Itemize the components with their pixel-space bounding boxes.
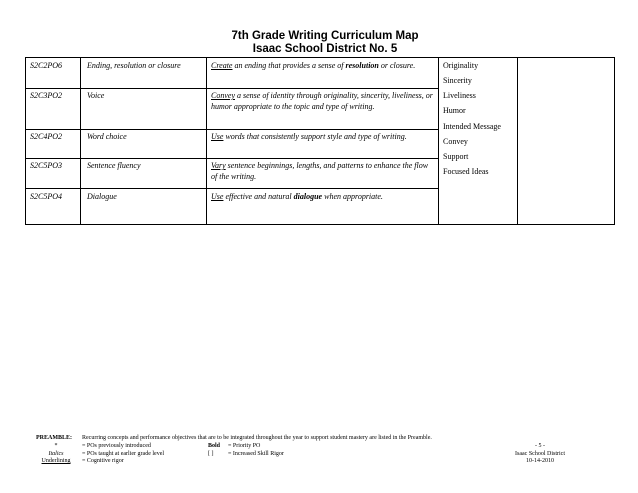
objective-verb: Use bbox=[211, 132, 224, 141]
legend-key: Bold bbox=[208, 443, 221, 449]
objective-verb: Use bbox=[211, 192, 224, 201]
row-objective: Use effective and natural dialogue when appropriate. bbox=[211, 192, 383, 201]
column-divider bbox=[438, 58, 439, 224]
trait-item: Liveliness bbox=[443, 91, 476, 100]
trait-item: Intended Message bbox=[443, 122, 501, 131]
row-code: S2C4PO2 bbox=[30, 132, 62, 141]
trait-item: Focused Ideas bbox=[443, 167, 489, 176]
page-title: 7th Grade Writing Curriculum Map bbox=[231, 30, 419, 42]
revision-date: 10-14-2010 bbox=[526, 458, 554, 464]
objective-verb: Vary bbox=[211, 161, 226, 170]
row-objective: Create an ending that provides a sense of resolution or closure. bbox=[211, 61, 416, 70]
trait-item: Sincerity bbox=[443, 76, 472, 85]
curriculum-table bbox=[25, 57, 615, 225]
row-code: S2C2PO6 bbox=[30, 61, 62, 70]
legend-desc: = Cognitive rigor bbox=[82, 458, 124, 464]
trait-item: Convey bbox=[443, 137, 468, 146]
legend-desc: = POs previously introduced bbox=[82, 443, 151, 449]
objective-verb: Convey bbox=[211, 91, 235, 100]
row-code: S2C5PO4 bbox=[30, 192, 62, 201]
legend-key: Underlining bbox=[41, 458, 71, 464]
row-topic: Voice bbox=[87, 91, 105, 100]
row-topic: Word choice bbox=[87, 132, 127, 141]
trait-item: Support bbox=[443, 152, 469, 161]
legend-desc: = Priority PO bbox=[228, 443, 261, 449]
legend-desc: = POs taught at earlier grade level bbox=[82, 450, 165, 457]
row-objective: Convey a sense of identity through originality, sincerity, liveliness, or humor appropriate to the topic and type of writing. bbox=[211, 91, 433, 111]
objective-verb: Create bbox=[211, 61, 233, 70]
district-name: Isaac School District bbox=[515, 450, 565, 457]
legend-key: Italics bbox=[48, 450, 64, 457]
row-topic: Ending, resolution or closure bbox=[87, 61, 181, 70]
page-number: - 5 - bbox=[535, 443, 545, 449]
legend-desc: = Increased Skill Rigor bbox=[228, 450, 284, 457]
row-divider bbox=[26, 88, 438, 89]
row-code: S2C5PO3 bbox=[30, 161, 62, 170]
legend-key: * bbox=[54, 443, 58, 449]
row-divider bbox=[26, 129, 438, 130]
row-objective: Vary sentence beginnings, lengths, and patterns to enhance the flow of the writing. bbox=[211, 161, 429, 181]
trait-item: Originality bbox=[443, 61, 479, 70]
preamble-text: Recurring concepts and performance objectives that are to be integrated throughout the year to support student mastery are listed in the Preamble. bbox=[82, 435, 432, 441]
row-divider bbox=[26, 188, 438, 189]
page-subtitle: Isaac School District No. 5 bbox=[252, 43, 398, 55]
column-divider bbox=[206, 58, 207, 224]
row-topic: Dialogue bbox=[87, 192, 117, 201]
preamble-label: PREAMBLE: bbox=[36, 435, 72, 441]
row-code: S2C3PO2 bbox=[30, 91, 62, 100]
trait-item: Humor bbox=[443, 106, 466, 115]
row-objective: Use words that consistently support style and type of writing. bbox=[211, 132, 407, 141]
row-topic: Sentence fluency bbox=[87, 161, 141, 170]
row-divider bbox=[26, 158, 438, 159]
column-divider bbox=[80, 58, 81, 224]
legend-key: [ ] bbox=[208, 450, 214, 457]
column-divider bbox=[517, 58, 518, 224]
